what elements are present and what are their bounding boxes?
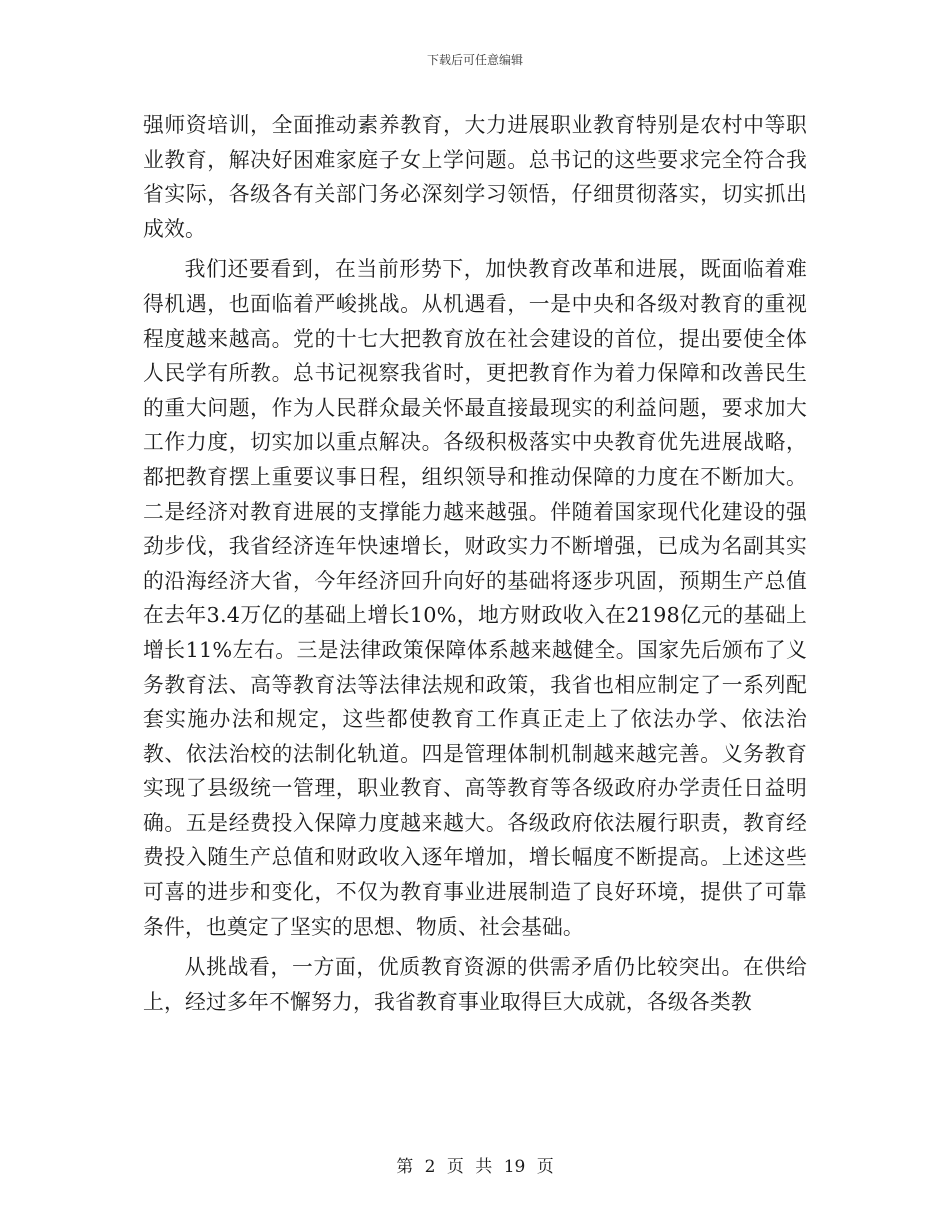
page-header-note: 下载后可任意编辑	[426, 53, 523, 67]
paragraph-opportunities: 我们还要看到，在当前形势下，加快教育改革和进展，既面临着难得机遇，也面临着严峻挑战。从机遇看，一是中央和各级对教育的重视程度越来越高。党的十七大把教育放在社会建设的首位，提出要使全体人民学有所教。总书记视察我省时，更把教育作为着力保障和改善民生的重大问题，作为人民群众最关怀最直接最现实的利益问题，要求加大工作力度，切实加以重点解决。各级积极落实中央教育优先进展战略，都把教育摆上重要议事日程，组织领导和推动保障的力度在不断加大。二是经济对教育进展的支撑能力越来越强。伴随着国家现代化建设的强劲步伐，我省经济连年快速增长，财政实力不断增强，已成为名副其实的沿海经济大省，今年经济回升向好的基础将逐步巩固，预期生产总值在去年3.4万亿的基础上增长10%，地方财政收入在2198亿元的基础上增长11%左右。三是法律政策保障体系越来越健全。国家先后颁布了义务教育法、高等教育法等法律法规和政策，我省也相应制定了一系列配套实施办法和规定，这些都使教育工作真正走上了依法办学、依法治教、依法治校的法制化轨道。四是管理体制机制越来越完善。义务教育实现了县级统一管理，职业教育、高等教育等各级政府办学责任日益明确。五是经费投入保障力度越来越大。各级政府依法履行职责，教育经费投入随生产总值和财政收入逐年增加，增长幅度不断提高。上述这些可喜的进步和变化，不仅为教育事业进展制造了良好环境，提供了可靠条件，也奠定了坚实的思想、物质、社会基础。	[143, 257, 807, 939]
page-number: 第 2 页 共 19 页	[396, 1157, 554, 1177]
document-body	[143, 108, 807, 1025]
paragraph-continuation: 强师资培训，全面推动素养教育，大力进展职业教育特别是农村中等职业教育，解决好困难家庭子女上学问题。总书记的这些要求完全符合我省实际，各级各有关部门务必深刻学习领悟，仔细贯彻落实，切实抓出成效。	[143, 113, 807, 241]
paragraph-challenges: 从挑战看，一方面，优质教育资源的供需矛盾仍比较突出。在供给上，经过多年不懈努力，我省教育事业取得巨大成就，各级各类教	[143, 955, 807, 1014]
